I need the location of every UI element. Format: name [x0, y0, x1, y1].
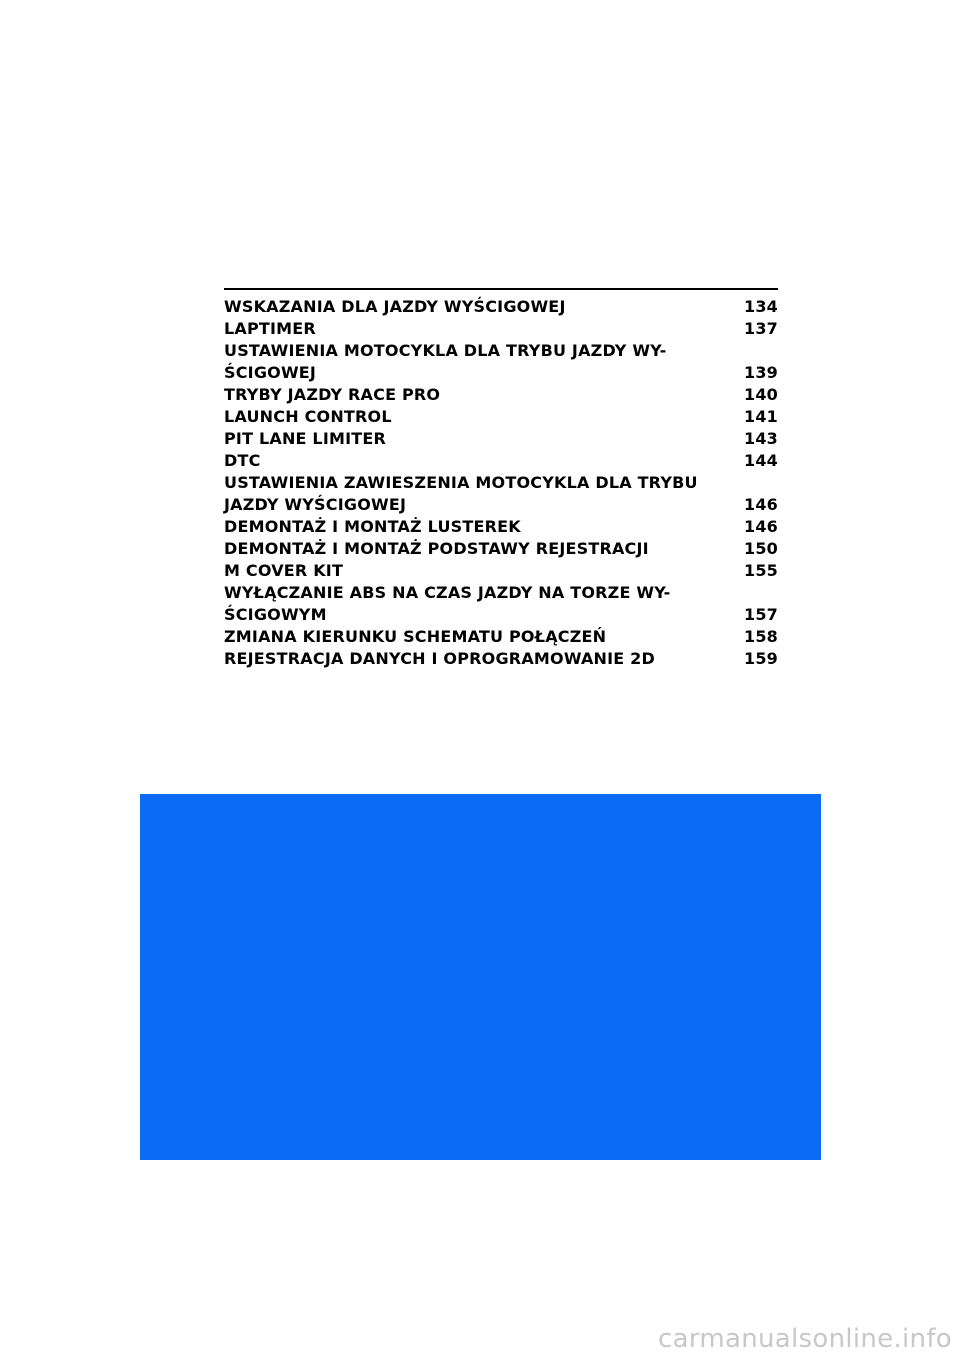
toc-entry[interactable] — [224, 626, 778, 648]
toc-entry-page: 146 — [744, 517, 778, 536]
blue-color-panel — [140, 794, 821, 1160]
toc-entry[interactable] — [224, 582, 778, 626]
toc-entry-title: WYŁĄCZANIE ABS NA CZAS JAZDY NA TORZE WY- ŚCIGOWYM — [224, 583, 671, 624]
toc-entry[interactable] — [224, 648, 778, 670]
toc-entry-title: DTC — [224, 451, 261, 470]
toc-entry[interactable] — [224, 450, 778, 472]
toc-entry-page: 134 — [744, 297, 778, 316]
toc-entry[interactable] — [224, 428, 778, 450]
toc-entry[interactable] — [224, 318, 778, 340]
toc-entry-title: DEMONTAŻ I MONTAŻ PODSTAWY REJESTRACJI — [224, 539, 649, 558]
toc-entry[interactable] — [224, 472, 778, 516]
toc-entry-title: DEMONTAŻ I MONTAŻ LUSTEREK — [224, 517, 521, 536]
toc-entry-title: USTAWIENIA ZAWIESZENIA MOTOCYKLA DLA TRYBU JAZDY WYŚCIGOWEJ — [224, 473, 698, 514]
toc-entry[interactable] — [224, 560, 778, 582]
toc-entry-title: ZMIANA KIERUNKU SCHEMATU POŁĄCZEŃ — [224, 627, 607, 646]
toc-entry[interactable] — [224, 384, 778, 406]
toc-entry-page: 158 — [744, 627, 778, 646]
toc-entry[interactable] — [224, 516, 778, 538]
toc-entry[interactable] — [224, 296, 778, 318]
table-of-contents — [224, 288, 778, 670]
toc-entry-title: LAPTIMER — [224, 319, 316, 338]
toc-entry-page: 144 — [744, 451, 778, 470]
toc-entry-page: 140 — [744, 385, 778, 404]
toc-entry-title: REJESTRACJA DANYCH I OPROGRAMOWANIE 2D — [224, 649, 655, 668]
toc-entry-page: 146 — [744, 495, 778, 514]
toc-entry-page: 141 — [744, 407, 778, 426]
toc-entry-page: 157 — [744, 605, 778, 624]
toc-entry-title: PIT LANE LIMITER — [224, 429, 387, 448]
toc-entry[interactable] — [224, 538, 778, 560]
toc-entry[interactable] — [224, 340, 778, 384]
toc-entry-title: USTAWIENIA MOTOCYKLA DLA TRYBU JAZDY WY- ŚCIGOWEJ — [224, 341, 667, 382]
toc-entry-page: 137 — [744, 319, 778, 338]
watermark: carmanualsonline.info — [657, 1324, 952, 1354]
toc-entry-page: 139 — [744, 363, 778, 382]
toc-entry-title: M COVER KIT — [224, 561, 344, 580]
toc-entry-page: 150 — [744, 539, 778, 558]
toc-entry[interactable] — [224, 406, 778, 428]
toc-entry-title: LAUNCH CONTROL — [224, 407, 392, 426]
toc-entry-page: 155 — [744, 561, 778, 580]
toc-entry-title: TRYBY JAZDY RACE PRO — [224, 385, 441, 404]
toc-entry-page: 159 — [744, 649, 778, 668]
toc-entry-page: 143 — [744, 429, 778, 448]
toc-entry-title: WSKAZANIA DLA JAZDY WYŚCIGOWEJ — [224, 297, 566, 316]
